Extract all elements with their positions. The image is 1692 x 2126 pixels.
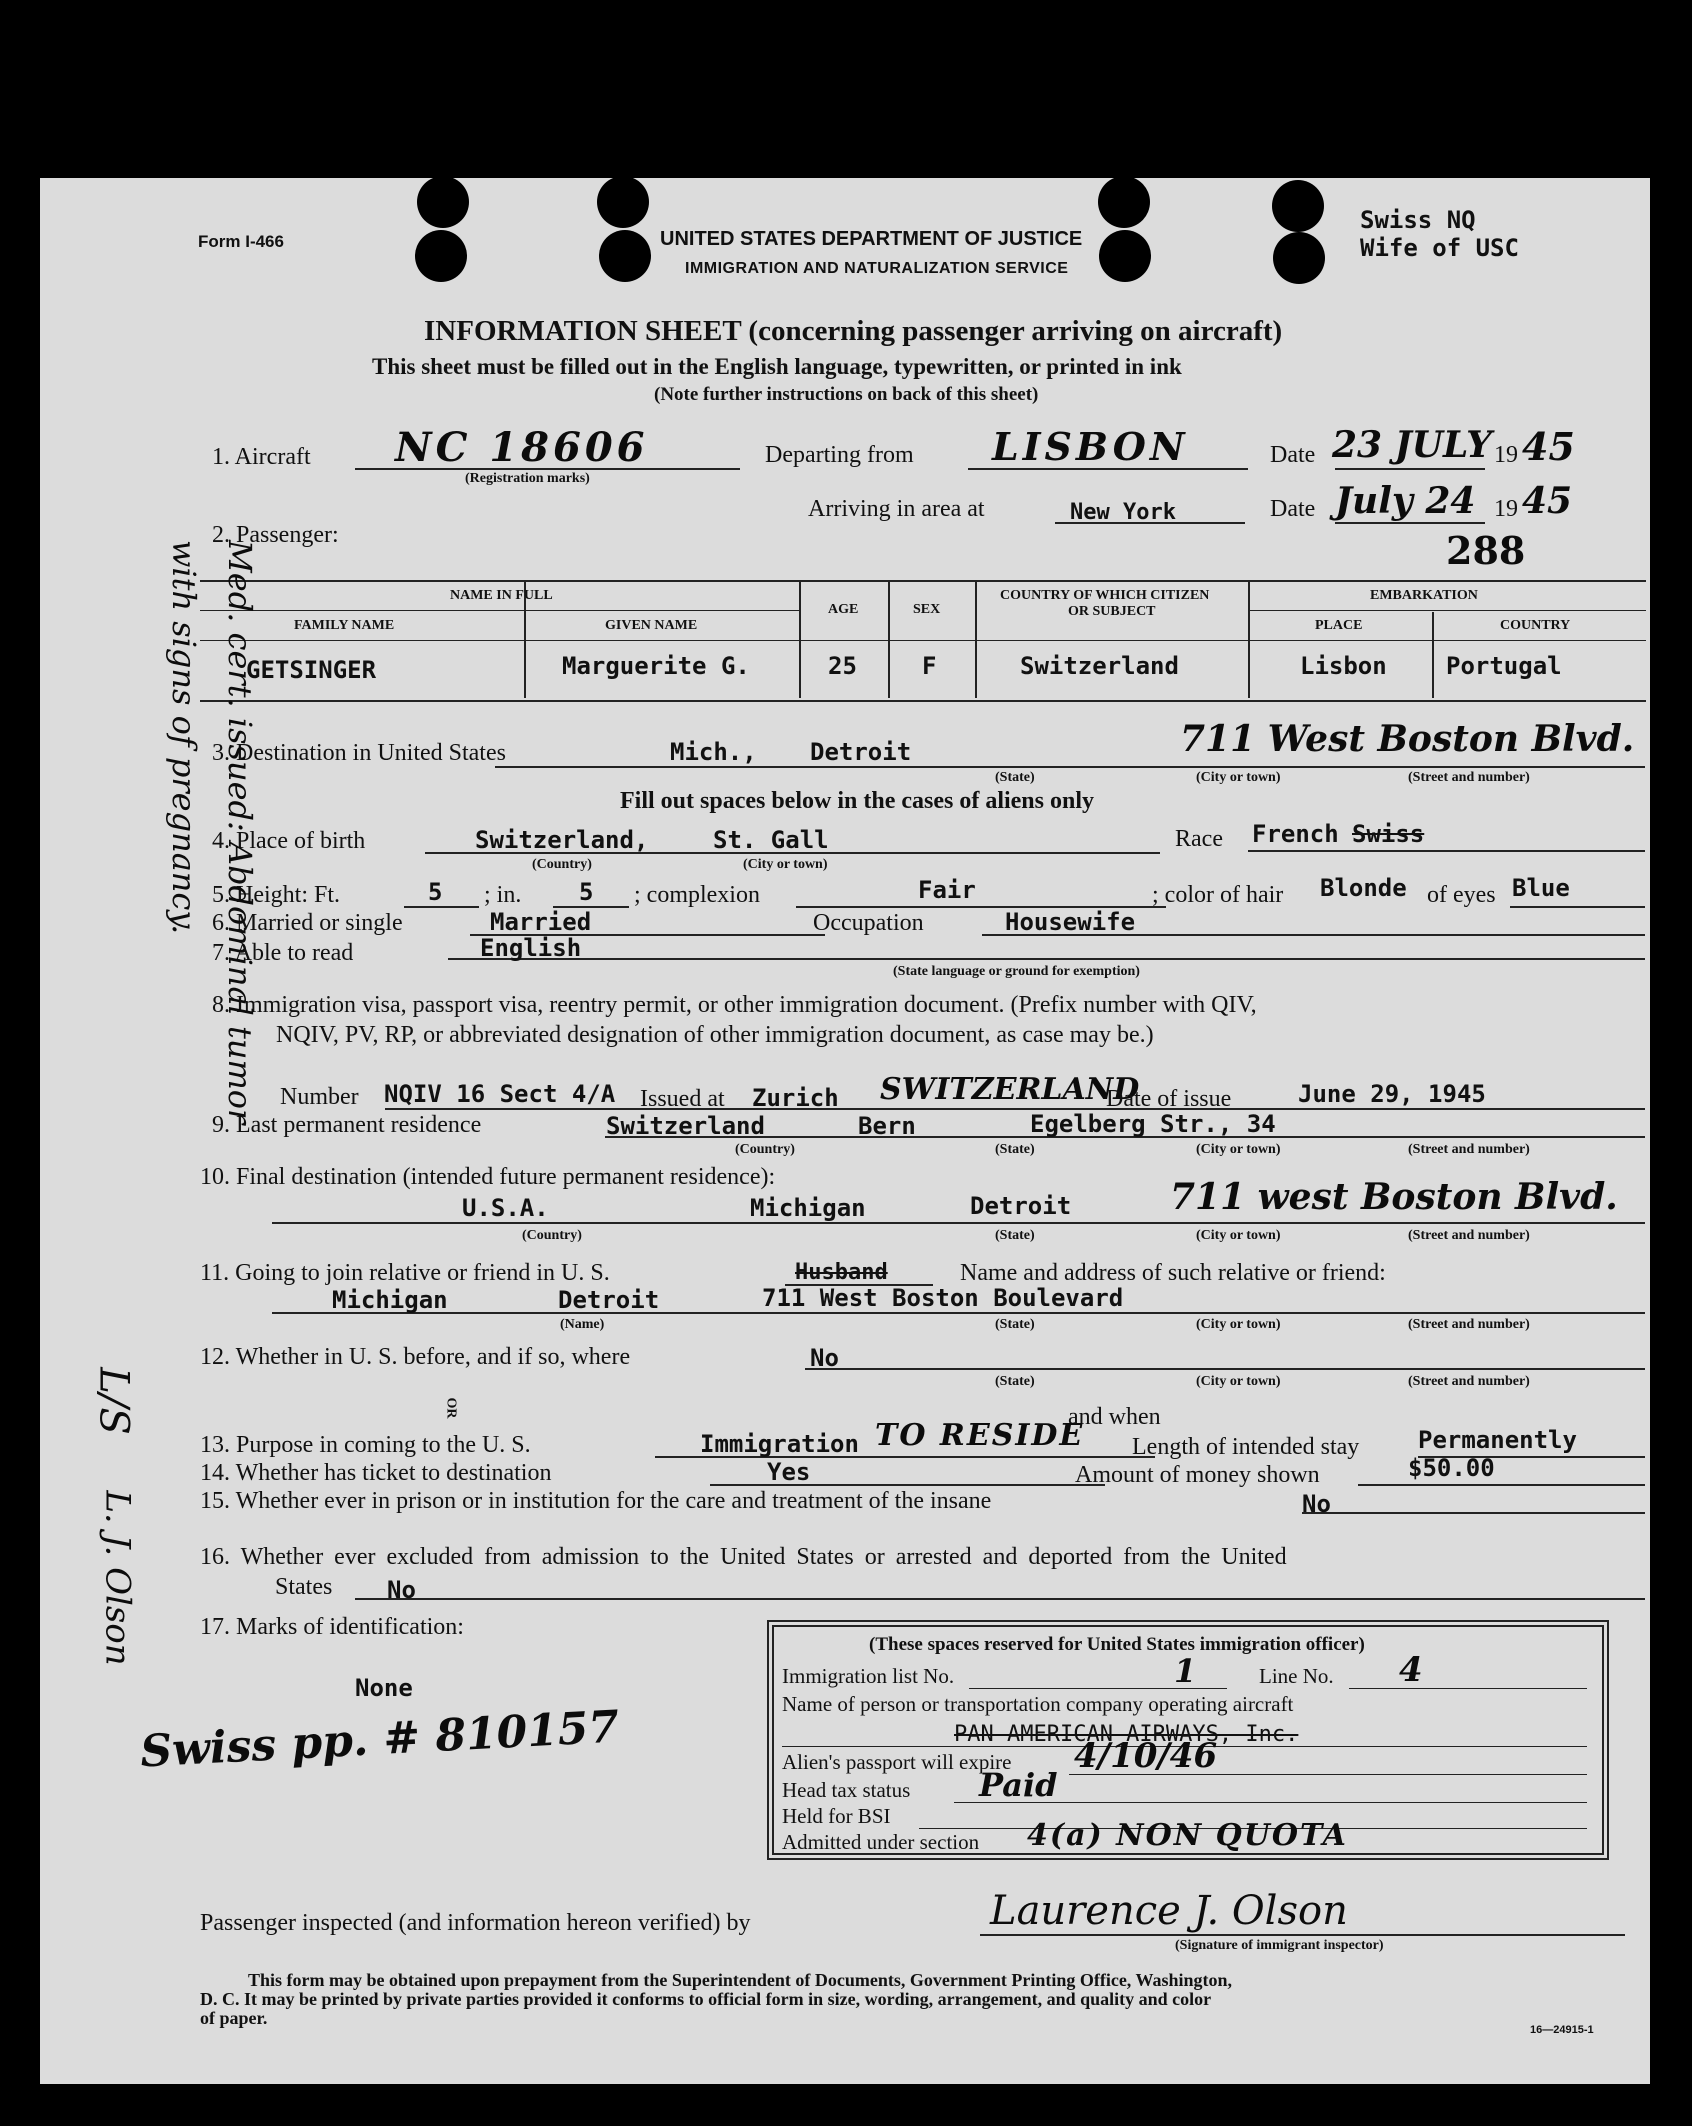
immigration-list-number: 1 [1174,1652,1197,1690]
sex-header: SEX [913,602,941,617]
complexion: Fair [918,876,976,904]
typed-note-swiss-nq: Swiss NQ [1360,206,1476,234]
registration-caption: (Registration marks) [465,471,590,486]
inspector-signature-caption: (Signature of immigrant inspector) [1175,1938,1384,1953]
stay-length: Permanently [1418,1426,1577,1454]
race-label: Race [1175,826,1223,852]
punch-hole [597,176,649,228]
birth-country: Switzerland, [475,826,649,854]
relative-street: 711 West Boston Boulevard [762,1284,1124,1312]
department-name: UNITED STATES DEPARTMENT OF JUSTICE [660,228,1083,250]
destination-state: Mich., [670,738,757,766]
departure-date: 23 JULY [1332,424,1492,466]
arrival-number: 288 [1446,528,1526,573]
document-number-label: Number [280,1084,359,1110]
passport-expire-label: Alien's passport will expire [782,1750,1012,1774]
occupation-label: Occupation [813,910,924,936]
relative-struck: Husband [795,1260,888,1285]
last-residence-street-caption: (Street and number) [1408,1142,1530,1157]
document-label-line2: NQIV, PV, RP, or abbreviated designation of other immigration document, as case may be.) [276,1022,1154,1048]
document-label-line1: 8. Immigration visa, passport visa, reentry permit, or other immigration document. (Prefix number with QIV, [212,992,1257,1018]
previous-visit-label: 12. Whether in U. S. before, and if so, where [200,1344,631,1370]
departure-year: 45 [1522,424,1575,469]
previous-visit-city-caption: (City or town) [1196,1374,1281,1389]
punch-hole [417,176,469,228]
final-destination-country: U.S.A. [462,1194,549,1222]
bsi-label: Held for BSI [782,1804,891,1828]
ticket-label: 14. Whether has ticket to destination [200,1460,552,1486]
birth-city: St. Gall [713,826,829,854]
destination-city: Detroit [810,738,912,766]
footer-code: 16—24915-1 [1530,2024,1594,2036]
eye-color: Blue [1512,874,1570,902]
head-tax-label: Head tax status [782,1778,911,1802]
margin-note-medical: Med. cert. issued: Abdominal tumor with signs of pregnancy. [165,540,259,1125]
form-subnote: (Note further instructions on back of this sheet) [654,384,1039,405]
final-destination-state: Michigan [750,1194,866,1222]
previous-visit: No [810,1344,839,1372]
destination-street: 711 West Boston Blvd. [1180,718,1635,760]
official-heading: (These spaces reserved for United States immigration officer) [869,1634,1365,1655]
relative-label: 11. Going to join relative or friend in U. S. [200,1260,610,1286]
marital-status: Married [490,908,592,936]
relative-state: Detroit [558,1286,660,1314]
issued-at: Zurich [752,1084,839,1112]
last-residence-label: 9. Last permanent residence [212,1112,482,1138]
passport-expire: 4/10/46 [1074,1736,1218,1776]
document-number: NQIV 16 Sect 4/A [384,1080,616,1108]
identification-marks-label: 17. Marks of identification: [200,1614,464,1640]
departing-from: LISBON [992,424,1189,469]
destination-street-caption: (Street and number) [1408,770,1530,785]
margin-note-inspector: L. J. Olson [97,1490,138,1666]
issued-at-label: Issued at [640,1086,725,1112]
last-residence-city-caption: (City or town) [1196,1142,1281,1157]
read-label: 7. Able to read [212,940,354,966]
money-shown: $50.00 [1408,1454,1495,1482]
passenger-table [200,580,1646,702]
or-mark: OR [443,1397,459,1419]
previous-visit-street-caption: (Street and number) [1408,1374,1530,1389]
footer-line2: D. C. It may be printed by private parties provided it conforms to official form in size, wording, arrangement, and quality and color [200,1989,1212,2009]
inspector-signature: Laurence J. Olson [990,1888,1348,1934]
birthplace-label: 4. Place of birth [212,828,366,854]
given-name: Marguerite G. [562,652,750,680]
passport-number-handwritten: Swiss pp. # 810157 [138,1701,621,1778]
age: 25 [828,652,857,680]
excluded: No [387,1576,416,1604]
purpose-label: 13. Purpose in coming to the U. S. [200,1432,531,1458]
destination-label: 3. Destination in United States [212,740,506,766]
previous-visit-state-caption: (State) [995,1374,1035,1389]
line-number: 4 [1399,1650,1423,1690]
admitted-section: 4(a) NON QUOTA [1027,1818,1348,1853]
footer-line3: of paper. [200,2008,268,2028]
read-caption: (State language or ground for exemption) [893,964,1140,979]
country-header-line1: COUNTRY OF WHICH CITIZEN [1000,588,1210,603]
form-subtitle: This sheet must be filled out in the English language, typewritten, or printed in ink [372,354,1182,379]
purpose-handwritten: TO RESIDE [875,1418,1085,1453]
punch-hole [1099,230,1151,282]
race-struck: Swiss [1352,820,1425,848]
prison-label: 15. Whether ever in prison or in institution for the care and treatment of the insane [200,1488,992,1514]
height-label: 5. Height: Ft. [212,882,341,908]
official-use-box [767,1620,1609,1860]
excluded-label-line1: 16. Whether ever excluded from admission to the United States or arrested and deported from the United [200,1544,1287,1570]
punch-hole [1272,180,1324,232]
final-destination-street: 711 west Boston Blvd. [1170,1176,1618,1218]
last-residence-state: Bern [858,1112,916,1140]
citizenship: Switzerland [1020,652,1179,680]
arriving-place: New York [1070,500,1176,525]
given-name-header: GIVEN NAME [605,618,698,633]
name-in-full-header: NAME IN FULL [450,588,553,603]
embarkation-header: EMBARKATION [1370,588,1478,603]
departing-label: Departing from [765,442,914,468]
aircraft-registration: NC 18606 [395,424,649,471]
arrival-year: 45 [1522,480,1573,522]
service-name: IMMIGRATION AND NATURALIZATION SERVICE [685,260,1069,277]
admitted-section-label: Admitted under section [782,1830,980,1854]
arrival-year-prefix: 19 [1494,496,1518,522]
final-destination-state-caption: (State) [995,1228,1035,1243]
embarkation-place: Lisbon [1300,652,1387,680]
complexion-label: ; complexion [634,882,760,908]
margin-note-ls: L/S [90,1367,137,1435]
identification-marks: None [355,1674,413,1702]
last-residence-country-caption: (Country) [735,1142,795,1157]
hair-label: ; color of hair [1152,882,1284,908]
sex: F [922,652,937,680]
line-no-label: Line No. [1259,1664,1334,1688]
issue-date: June 29, 1945 [1298,1080,1486,1108]
operator-label: Name of person or transportation company operating aircraft [782,1692,1294,1716]
passenger-label: 2. Passenger: [212,522,339,548]
arrival-date: July 24 [1335,480,1476,522]
arriving-label: Arriving in area at [808,496,985,522]
final-destination-city: Detroit [970,1192,1072,1220]
operator-name: PAN AMERICAN AIRWAYS, Inc. [954,1722,1299,1747]
relative-state-caption: (State) [995,1317,1035,1332]
excluded-label-line2: States [275,1574,333,1600]
height-inches-label: ; in. [484,882,522,908]
birth-city-caption: (City or town) [743,857,828,872]
issue-date-label: Date of issue [1106,1086,1232,1112]
last-residence-state-caption: (State) [995,1142,1035,1157]
money-label: Amount of money shown [1075,1462,1320,1488]
occupation: Housewife [1005,908,1136,936]
embarkation-place-header: PLACE [1315,618,1363,633]
aircraft-label: 1. Aircraft [212,444,311,470]
hair-color: Blonde [1320,874,1407,902]
issued-country: SWITZERLAND [880,1072,1140,1107]
departure-date-label: Date [1270,442,1316,468]
eyes-label: of eyes [1427,882,1496,908]
departure-year-prefix: 19 [1494,442,1518,468]
relative-name: Michigan [332,1286,448,1314]
destination-state-caption: (State) [995,770,1035,785]
punch-hole [599,230,651,282]
family-name: GETSINGER [246,656,377,684]
embarkation-country-header: COUNTRY [1500,618,1571,633]
age-header: AGE [828,602,859,617]
marital-label: 6. Married or single [212,910,403,936]
last-residence-country: Switzerland [606,1112,765,1140]
inspection-label: Passenger inspected (and information hereon verified) by [200,1910,751,1936]
form-number: Form I-466 [198,232,284,251]
final-destination-label: 10. Final destination (intended future permanent residence): [200,1164,776,1190]
prison: No [1302,1490,1331,1518]
typed-note-wife-of-usc: Wife of USC [1360,234,1519,262]
country-header-line2: OR SUBJECT [1068,604,1156,619]
relative-name-caption: (Name) [560,1317,605,1332]
embarkation-country: Portugal [1446,652,1562,680]
immigration-list-label: Immigration list No. [782,1664,955,1688]
destination-city-caption: (City or town) [1196,770,1281,785]
arrival-date-label: Date [1270,496,1316,522]
footer-line1: This form may be obtained upon prepayment from the Superintendent of Documents, Government Printing Office, Washington, [248,1970,1233,1990]
form-sheet [40,178,1650,2084]
read-language: English [480,934,582,962]
relative-address-label: Name and address of such relative or friend: [960,1260,1386,1286]
punch-hole [415,230,467,282]
race: French [1252,820,1339,848]
stay-length-label: Length of intended stay [1132,1434,1360,1460]
relative-street-caption: (Street and number) [1408,1317,1530,1332]
birth-country-caption: (Country) [532,857,592,872]
final-destination-city-caption: (City or town) [1196,1228,1281,1243]
height-feet: 5 [428,878,443,906]
head-tax-status: Paid [979,1766,1058,1804]
height-inches: 5 [579,878,594,906]
when-label: and when [1068,1404,1161,1430]
ticket: Yes [767,1458,811,1486]
aliens-only-heading: Fill out spaces below in the cases of aliens only [620,788,1095,814]
punch-hole [1098,176,1150,228]
form-title: INFORMATION SHEET (concerning passenger arriving on aircraft) [424,315,1283,347]
family-name-header: FAMILY NAME [294,618,395,633]
final-destination-street-caption: (Street and number) [1408,1228,1530,1243]
relative-city-caption: (City or town) [1196,1317,1281,1332]
punch-hole [1273,232,1325,284]
final-destination-country-caption: (Country) [522,1228,582,1243]
last-residence-street: Egelberg Str., 34 [1030,1110,1276,1138]
purpose: Immigration [700,1430,859,1458]
